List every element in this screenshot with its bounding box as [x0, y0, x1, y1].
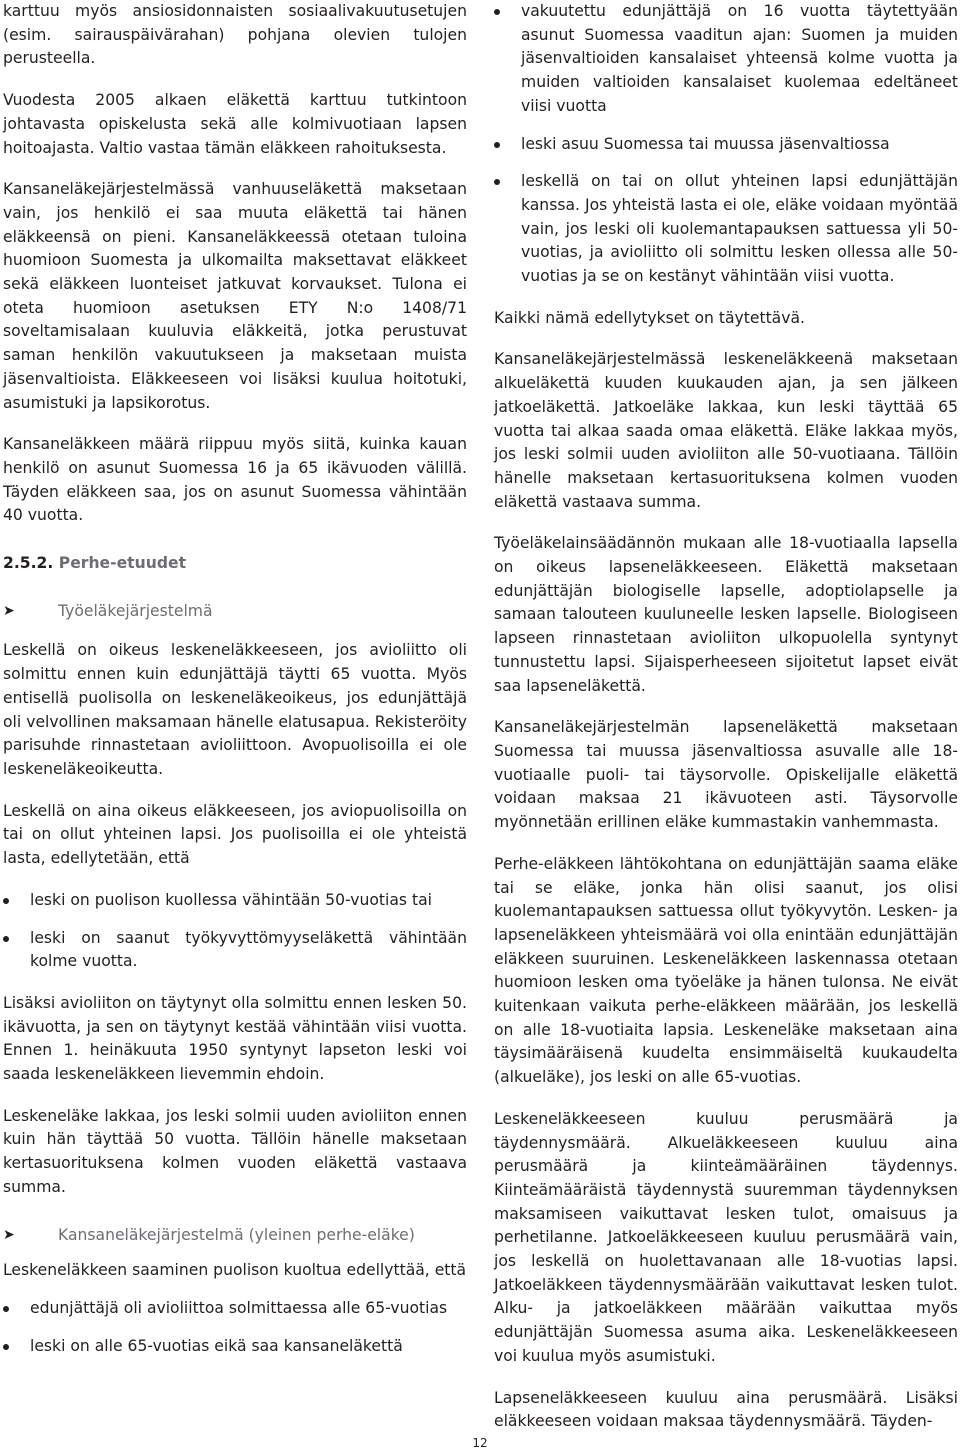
- list-item-text: leskellä on tai on ollut yhteinen lapsi edunjättäjän kanssa. Jos yhteistä lasta ei ole, eläke voidaan myöntää vain, jos leski oli kuolemantapauksen sattuessa yli 50-vuotias, ja avioliitto oli solmittu lesken ollessa alle 50-vuotias ja se on kestänyt vähintään viisi vuotta.: [521, 172, 958, 286]
- list-item: [3, 1297, 467, 1321]
- bullet-dot-icon: [3, 1306, 9, 1312]
- bullet-dot-icon: [3, 898, 9, 904]
- section-heading: [3, 552, 467, 576]
- list-item-text: leski on puolison kuollessa vähintään 50-vuotias tai: [30, 890, 432, 909]
- right-paragraph-5: Perhe-eläkkeen lähtökohtana on edunjättäjän saama eläke tai se eläke, jonka hän olisi saanut, jos olisi kuolemantapauksen sattuessa ollut työkyvytön. Lesken- ja lapseneläkkeen yhteismäärä voi olla enintään edunjättäjän eläkkeen suuruinen. Leskeneläkkeen laskennassa otetaan huomioon lesken oma työeläke ja hänen tulonsa. Ne eivät kuitenkaan vaikuta perhe-eläkkeen määrään, jos leskellä on alle 18-vuotiaita lapsia. Leskeneläke maksetaan aina täysimääräisenä kuudelta ensimmäiseltä kuukaudelta (alkueläke), jos leski on alle 65-vuotias.: [494, 854, 958, 1087]
- right-paragraph-3: Työeläkelainsäädännön mukaan alle 18-vuotiaalla lapsella on oikeus lapseneläkkeeseen. Eläkettä maksetaan edunjättäjän biologiselle lapselle, adoptiolapselle ja samaan talouteen kuuluneelle lesken lapselle. Biologiseen lapseen rinnastetaan avioliiton ulkopuolella syntynyt tunnustettu lapsi. Sijaisperheeseen sijoitetut lapset eivät saa lapseneläkettä.: [494, 534, 958, 695]
- left-paragraph-4: Kansaneläkkeen määrä riippuu myös siitä, kuinka kauan henkilö on asunut Suomessa 16 ja 65 ikävuoden välillä. Täyden eläkkeen saa, jos on asunut Suomessa vähintään 40 vuotta.: [3, 435, 467, 525]
- arrowhead-icon: ➤: [3, 602, 15, 619]
- left-paragraph-6: Leskellä on aina oikeus eläkkeeseen, jos aviopuolisoilla on tai on ollut yhteinen lapsi. Jos puolisoilla ei ole yhteistä lasta, edellytetään, että: [3, 801, 467, 868]
- list-item-text: leski on saanut työkyvyttömyyseläkettä vähintään kolme vuotta.: [30, 928, 467, 971]
- subheading-label: Työeläkejärjestelmä: [58, 601, 213, 620]
- list-item: [3, 889, 467, 913]
- right-paragraph-2: Kansaneläkejärjestelmässä leskeneläkkeenä maksetaan alkueläkettä kuuden kuukauden ajan, ja sen jälkeen jatkoeläkettä. Jatkoeläke lakkaa, kun leski täyttää 65 vuotta tai alkaa saada omaa eläkettä. Eläke lakkaa myös, jos leski solmii uuden avioliiton alle 50-vuotiaana. Tällöin hänelle maksetaan kertasuorituksena kolmen vuoden eläkettä vastaava summa.: [494, 350, 958, 511]
- list-item: [3, 927, 467, 974]
- left-paragraph-2: Vuodesta 2005 alkaen eläkettä karttuu tutkintoon johtavasta opiskelusta sekä alle kolmivuotiaan lapsen hoitoajasta. Valtio vastaa tämän eläkkeen rahoituksesta.: [3, 91, 467, 157]
- right-paragraph-1: Kaikki nämä edellytykset on täytettävä.: [494, 308, 805, 327]
- left-column: [3, 0, 467, 1358]
- right-paragraph-7: Lapseneläkkeeseen kuuluu aina perusmäärä. Lisäksi eläkkeeseen voidaan maksaa täydennysmäärä. Täyden-: [494, 1388, 958, 1431]
- left-paragraph-8: Leskeneläke lakkaa, jos leski solmii uuden avioliiton ennen kuin hän täyttää 50 vuotta. Tällöin hänelle maksetaan kertasuorituksena kolmen vuoden eläkettä vastaava summa.: [3, 1106, 467, 1196]
- bullet-dot-icon: [494, 9, 500, 15]
- subheading-tyoelake: [3, 600, 467, 624]
- right-paragraph-4: Kansaneläkejärjestelmän lapseneläkettä maksetaan Suomessa tai muussa jäsenvaltiossa asuvalle alle 18-vuotiaalle puoli- tai täysorvolle. Opiskelijalle eläkettä voidaan maksaa 21 ikävuoteen asti. Täysorvolle myönnetään erillinen eläke kummastakin vanhemmasta.: [494, 718, 958, 832]
- subheading-label: Kansaneläkejärjestelmä (yleinen perhe-eläke): [58, 1225, 415, 1244]
- left-paragraph-7: Lisäksi avioliiton on täytynyt olla solmittu ennen lesken 50. ikävuotta, ja sen on täytynyt kestää vähintään viisi vuotta. Ennen 1. heinäkuuta 1950 syntynyt lapseton leski voi saada leskeneläkkeen lievemmin ehdoin.: [3, 993, 467, 1084]
- list-item-text: leski on alle 65-vuotias eikä saa kansaneläkettä: [30, 1336, 403, 1355]
- section-title: Perhe-etuudet: [58, 554, 187, 573]
- bullet-dot-icon: [494, 179, 500, 185]
- right-column: [494, 0, 958, 1434]
- arrowhead-icon: ➤: [3, 1226, 15, 1243]
- list-item-text: edunjättäjä oli avioliittoa solmittaessa alle 65-vuotias: [30, 1298, 448, 1317]
- left-paragraph-3: Kansaneläkejärjestelmässä vanhuuseläkettä maksetaan vain, jos henkilö ei saa muuta eläkettä tai hänen eläkkeensä on pieni. Kansaneläkkeessä otetaan tuloina huomioon Suomesta ja ulkomailta maksettavat eläkkeet sekä eläkkeen luonteiset jatkuvat korvaukset. Tulona ei oteta huomioon asetuksen ETY N:o 1408/71 soveltamisalaan kuuluvia eläkkeitä, jotka perustuvat saman henkilön vakuutukseen ja maksetaan muista jäsenvaltioista. Eläkkeeseen voi lisäksi kuulua hoitotuki, asumistuki ja lapsikorotus.: [3, 180, 467, 412]
- right-paragraph-6: Leskeneläkkeeseen kuuluu perusmäärä ja täydennysmäärä. Alkueläkkeeseen kuuluu aina perusmäärä ja kiinteämääräinen täydennys. Kiinteämääräistä täydennystä suuremman täydennyksen maksamiseen vaikuttavat lesken tulot, omaisuus ja perhetilanne. Jatkoeläkkeeseen kuuluu perusmäärä vain, jos leskellä on huolettavanaan alle 18-vuotias lapsi. Jatkoeläkkeen täydennysmäärään vaikuttavat lesken tulot. Alku- ja jatkoeläkkeen määrään vaikuttaa myös edunjättäjän Suomessa asuma aika. Leskeneläkkeeseen voi kuulua myös asumistuki.: [494, 1109, 958, 1365]
- list-item-text: vakuutettu edunjättäjä on 16 vuotta täytettyään asunut Suomessa vaaditun ajan: Suomen ja muiden jäsenvaltioiden kansalaiset yhteensä kolme vuotta ja muiden valtioiden kansalaiset kuolemaa edeltäneet viisi vuotta: [521, 2, 958, 115]
- section-number: 2.5.2.: [3, 554, 54, 573]
- list-item-text: leski asuu Suomessa tai muussa jäsenvaltiossa: [521, 134, 890, 153]
- bullet-dot-icon: [3, 1344, 9, 1350]
- list-item: [494, 0, 958, 119]
- left-paragraph-1: karttuu myös ansiosidonnaisten sosiaalivakuutusetujen (esim. sairauspäivärahan) pohjana olevien tulojen perusteella.: [3, 2, 467, 68]
- bullet-dot-icon: [494, 142, 500, 148]
- list-item: [494, 133, 958, 157]
- page-number: 12: [472, 1436, 488, 1450]
- bullet-dot-icon: [3, 936, 9, 942]
- left-paragraph-9: Leskeneläkkeen saaminen puolison kuoltua edellyttää, että: [3, 1261, 467, 1280]
- subheading-kansanelake: [3, 1224, 467, 1248]
- list-item: [3, 1335, 467, 1359]
- left-paragraph-5: Leskellä on oikeus leskeneläkkeeseen, jos avioliitto oli solmittu ennen kuin edunjättäjä täytti 65 vuotta. Myös entisellä puolisolla on leskeneläkeoikeus, jos edunjättäjä oli velvollinen maksamaan hänelle elatusapua. Rekisteröity parisuhde rinnastetaan avioliittoon. Avopuolisoilla ei ole leskeneläkeoikeutta.: [3, 641, 467, 778]
- list-item: [494, 170, 958, 289]
